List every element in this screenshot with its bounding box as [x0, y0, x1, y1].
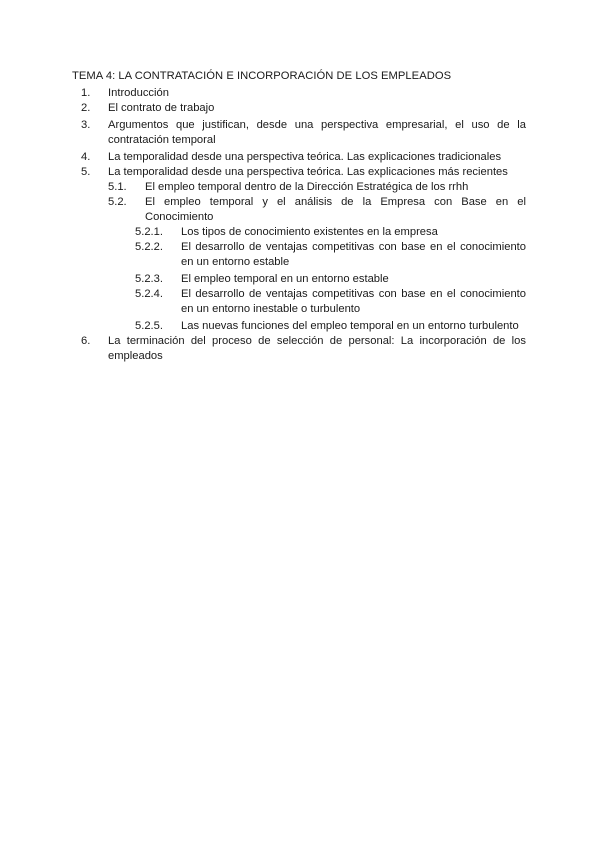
toc-item-5 [0, 165, 600, 180]
toc-item-number: 5.1. [108, 181, 127, 193]
toc-item-number: 5.2.3. [135, 273, 163, 285]
toc-item-2 [0, 101, 600, 116]
toc-item-5-1 [0, 180, 600, 195]
toc-item-text: La temporalidad desde una perspectiva teórica. Las explicaciones tradicionales [108, 151, 502, 163]
toc-item-number: 5.2.1. [135, 226, 163, 238]
toc-item-text: La terminación del proceso de selección de personal: La incorporación de los empleados [108, 335, 526, 362]
toc-item-number: 5.2.2. [135, 241, 163, 253]
toc-item-5-2 [0, 195, 600, 225]
toc-item-text: El empleo temporal y el análisis de la Empresa con Base en el Conocimiento [145, 196, 526, 223]
toc-item-number: 5.2.4. [135, 288, 163, 300]
toc-item-text: El empleo temporal en un entorno estable [181, 273, 389, 285]
toc-item-5-2-2 [0, 240, 600, 270]
toc-item-text: El desarrollo de ventajas competitivas con base en el conocimiento en un entorno inestable o turbulento [181, 288, 526, 315]
table-of-contents [0, 86, 600, 364]
toc-item-text: El contrato de trabajo [108, 102, 215, 114]
toc-item-number: 4. [81, 151, 91, 163]
toc-item-text: El desarrollo de ventajas competitivas con base en el conocimiento en un entorno estable [181, 241, 526, 268]
toc-item-number: 5.2. [108, 196, 127, 208]
toc-item-number: 5.2.5. [135, 320, 163, 332]
toc-item-text: El empleo temporal dentro de la Dirección Estratégica de los rrhh [145, 181, 469, 193]
toc-item-text: Introducción [108, 87, 169, 99]
toc-item-number: 5. [81, 166, 91, 178]
toc-item-5-2-5 [0, 319, 600, 334]
toc-item-text: La temporalidad desde una perspectiva teórica. Las explicaciones más recientes [108, 166, 508, 178]
toc-item-6 [0, 334, 600, 364]
toc-item-text: Las nuevas funciones del empleo temporal en un entorno turbulento [181, 320, 519, 332]
toc-item-3 [0, 118, 600, 148]
toc-item-number: 1. [81, 87, 91, 99]
toc-item-number: 6. [81, 335, 91, 347]
toc-item-4 [0, 150, 600, 165]
toc-item-text: Argumentos que justifican, desde una perspectiva empresarial, el uso de la contratación temporal [108, 119, 526, 146]
toc-item-5-2-1 [0, 225, 600, 240]
toc-item-number: 3. [81, 119, 91, 131]
document-title: TEMA 4: LA CONTRATACIÓN E INCORPORACIÓN DE LOS EMPLEADOS [72, 70, 452, 82]
toc-item-5-2-4 [0, 287, 600, 317]
toc-item-number: 2. [81, 102, 91, 114]
toc-item-5-2-3 [0, 272, 600, 287]
toc-item-text: Los tipos de conocimiento existentes en la empresa [181, 226, 438, 238]
toc-item-1 [0, 86, 600, 101]
